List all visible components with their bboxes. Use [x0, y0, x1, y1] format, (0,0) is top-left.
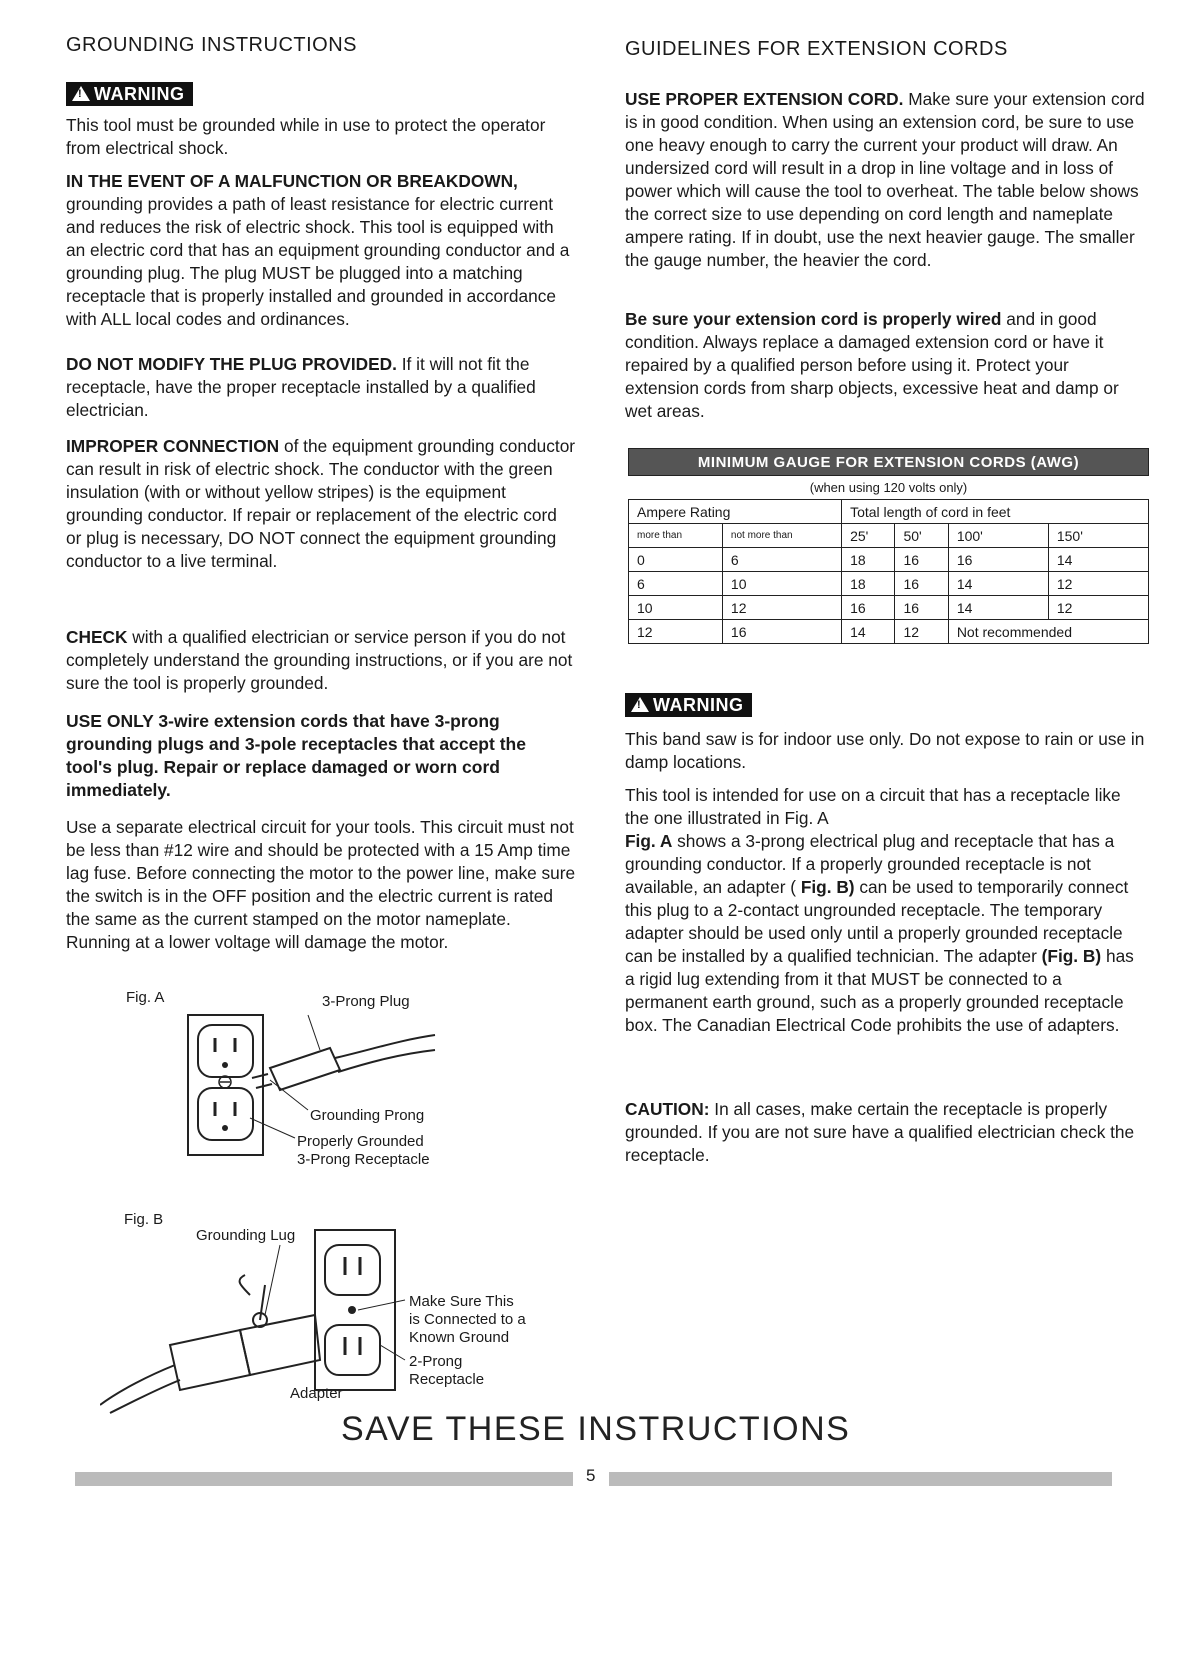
- separate-circuit-paragraph: Use a separate electrical circuit for your tools. This circuit must not be less than #12 wire and should be protected with a 15 Amp time lag fuse. Before connecting the motor to the power line, make sure the switch is in the OFF position and the electric current is rated the same as the current stamped on the motor nameplate. Running at a lower voltage will damage the motor.: [66, 817, 576, 952]
- grounding-intro: This tool must be grounded while in use to protect the operator from electrical shock.: [66, 115, 546, 158]
- footer-bar-right: [609, 1472, 1112, 1486]
- length-cell: 50': [895, 524, 948, 548]
- modify-plug-paragraph: DO NOT MODIFY THE PLUG PROVIDED. If it will not fit the receptacle, have the proper receptacle installed by a qualified electrician.: [66, 354, 536, 420]
- warning-badge-left: !WARNING: [66, 82, 576, 106]
- warning-badge-right: !WARNING: [625, 693, 1145, 717]
- table-row: 0 6 18 16 16 14: [629, 548, 1149, 572]
- use-only-paragraph: USE ONLY 3-wire extension cords that have 3-prong grounding plugs and 3-pole receptacles that accept the tool's plug. Repair or replace damaged or worn cord immediately.: [66, 711, 526, 800]
- adapter-paragraph: Fig. A shows a 3-prong electrical plug and receptacle that has a grounding conductor. If a properly grounded receptacle is not available, an adapter ( Fig. B) can be used to temporarily connect this plug to a 2-contact ungrounded receptacle. The temporary adapter should be used only until a properly grounded receptacle can be installed by a qualified technician. The adapter (Fig. B) has a rigid lug extending from it that MUST be connected to a permanent earth ground, such as a properly grounded receptacle box. The Canadian Electrical Code prohibits the use of adapters.: [625, 831, 1134, 1035]
- fig-b-adapter-label: Adapter: [290, 1385, 343, 1402]
- fig-a-label: Fig. A: [126, 989, 165, 1006]
- gauge-table-title: MINIMUM GAUGE FOR EXTENSION CORDS (AWG): [629, 449, 1149, 476]
- check-paragraph: CHECK with a qualified electrician or service person if you do not completely understand the grounding instructions, or if you are not sure the tool is properly grounded.: [66, 627, 573, 693]
- footer-bar-left: [75, 1472, 573, 1486]
- length-cell: 25': [842, 524, 895, 548]
- fig-a-receptacle-label: Properly Grounded 3-Prong Receptacle: [297, 1133, 430, 1168]
- page-number: 5: [586, 1466, 596, 1485]
- guidelines-heading: GUIDELINES FOR EXTENSION CORDS: [625, 38, 1008, 60]
- save-instructions-title: SAVE THESE INSTRUCTIONS: [341, 1410, 851, 1448]
- caution-paragraph: CAUTION: In all cases, make certain the receptacle is properly grounded. If you are not sure have a qualified electrician check the receptacle.: [625, 1099, 1135, 1165]
- length-cell: 100': [948, 524, 1048, 548]
- col-ampere: Ampere Rating: [629, 500, 842, 524]
- table-row: 6 10 18 16 14 12: [629, 572, 1149, 596]
- sub-more: more than: [629, 524, 723, 548]
- proper-cord-paragraph: USE PROPER EXTENSION CORD. Make sure your extension cord is in good condition. When using an extension cord, be sure to use one heavy enough to carry the current your product will draw. An undersized cord will result in a drop in line voltage and in loss of power which will cause the tool to overheat. The table below shows the correct size to use depending on cord length and nameplate ampere rating. If in doubt, use the next heavier gauge. The smaller the gauge number, the heavier the cord.: [625, 89, 1145, 270]
- gauge-table: [628, 448, 1149, 644]
- grounding-heading: GROUNDING INSTRUCTIONS: [66, 34, 357, 56]
- fig-b-lug-label: Grounding Lug: [196, 1227, 296, 1244]
- malfunction-paragraph: IN THE EVENT OF A MALFUNCTION OR BREAKDOWN, grounding provides a path of least resistance for electric current and reduces the risk of electric shock. This tool is equipped with an electric cord that has an equipment grounding conductor and a grounding plug. The plug MUST be plugged into a matching receptacle that is properly installed and grounded in accordance with ALL local codes and ordinances.: [66, 171, 570, 329]
- fig-a-prong-label: Grounding Prong: [310, 1107, 425, 1124]
- table-row: 12 16 14 12 Not recommended: [629, 620, 1149, 644]
- fig-b-drawing: [100, 1225, 410, 1415]
- fig-b-ground-label: Make Sure This is Connected to a Known Ground: [409, 1293, 526, 1346]
- warning-triangle-icon: [72, 86, 90, 101]
- fig-b-receptacle-label: 2-Prong Receptacle: [409, 1353, 485, 1388]
- warning-triangle-icon: [631, 697, 649, 712]
- fig-a-drawing: [180, 1010, 440, 1160]
- table-row: 10 12 16 16 14 12: [629, 596, 1149, 620]
- fig-b-label: Fig. B: [124, 1211, 164, 1228]
- indoor-use-paragraph: This band saw is for indoor use only. Do not expose to rain or use in damp locations.: [625, 729, 1145, 772]
- length-cell: 150': [1048, 524, 1148, 548]
- gauge-table-subtitle: (when using 120 volts only): [629, 476, 1149, 500]
- properly-wired-paragraph: Be sure your extension cord is properly wired and in good condition. Always replace a damaged extension cord or have it repaired by a qualified person before using it. Protect your extension cords from sharp objects, excessive heat and damp or wet areas.: [625, 309, 1119, 421]
- circuit-paragraph: This tool is intended for use on a circuit that has a receptacle like the one illustrated in Fig. A: [625, 785, 1121, 828]
- fig-a-plug-label: 3-Prong Plug: [322, 993, 410, 1010]
- sub-notmore: not more than: [722, 524, 841, 548]
- col-length: Total length of cord in feet: [842, 500, 1149, 524]
- improper-connection-paragraph: IMPROPER CONNECTION of the equipment grounding conductor can result in risk of electric shock. The conductor with the green insulation (with or without yellow stripes) is the equipment grounding conductor. If repair or replacement of the electric cord or plug is necessary, DO NOT connect the equipment grounding conductor to a live terminal.: [66, 436, 576, 571]
